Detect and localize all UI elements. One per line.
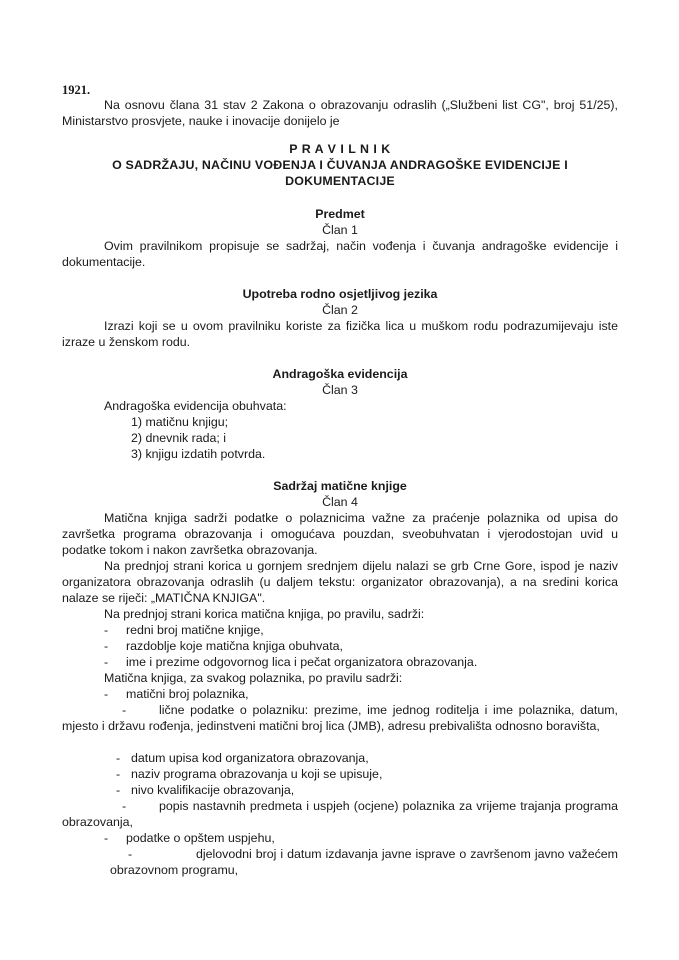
article-3-text: Andragoška evidencija obuhvata: xyxy=(104,399,287,413)
list-item: 1) matičnu knjigu; xyxy=(131,415,229,429)
list-item: djelovodni broj i datum izdavanja javne isprave o završenom javno važećem obrazovnom programu, xyxy=(110,847,618,878)
list-item: redni broj matične knjige, xyxy=(126,623,264,637)
list-item: razdoblje koje matična knjiga obuhvata, xyxy=(126,639,343,653)
article-4-label: Član 4 xyxy=(322,495,358,509)
dash-bullet: - xyxy=(104,639,109,653)
dash-bullet: - xyxy=(116,783,121,797)
dash-bullet: - xyxy=(104,655,109,669)
article-4-paragraph-2: Na prednjoj strani korica u gornjem srednjem dijelu nalazi se grb Crne Gore, ispod je naziv organizatora obrazovanja odraslih (u daljem tekstu: organizator obrazovanja), a na sredini korica nalaze se riječi: „MATIČNA KNJIGA". xyxy=(62,559,618,606)
dash-bullet: - xyxy=(104,831,109,845)
dash-bullet: - xyxy=(122,799,127,813)
list-item: naziv programa obrazovanja u koji se upisuje, xyxy=(131,767,383,781)
article-1-text: Ovim pravilnikom propisuje se sadržaj, način vođenja i čuvanja andragoške evidencije i dokumentacije. xyxy=(62,239,618,270)
section-heading-predmet: Predmet xyxy=(315,207,365,221)
title-line-3: DOKUMENTACIJE xyxy=(285,174,395,188)
list-item: datum upisa kod organizatora obrazovanja, xyxy=(131,751,369,765)
dash-bullet: - xyxy=(104,687,109,701)
list-item: ime i prezime odgovornog lica i pečat organizatora obrazovanja. xyxy=(126,655,478,669)
list-item: lične podatke o polazniku: prezime, ime jednog roditelja i ime polaznika, datum, mjesto i državu rođenja, jedinstveni matični broj lica (JMB), adresu prebivališta odnosno boravišta, xyxy=(62,703,618,734)
title-line-2: O SADRŽAJU, NAČINU VOĐENJA I ČUVANJA ANDRAGOŠKE EVIDENCIJE I xyxy=(112,158,568,172)
article-2-label: Član 2 xyxy=(322,303,358,317)
article-3-label: Član 3 xyxy=(322,383,358,397)
article-4-paragraph-3: Na prednjoj strani korica matična knjiga, po pravilu, sadrži: xyxy=(104,607,425,621)
dash-bullet: - xyxy=(122,703,127,717)
section-heading-andragoska-evidencija: Andragoška evidencija xyxy=(272,367,408,381)
list-item: 2) dnevnik rada; i xyxy=(131,431,227,445)
list-item: nivo kvalifikacije obrazovanja, xyxy=(131,783,295,797)
section-heading-rodni-jezik: Upotreba rodno osjetljivog jezika xyxy=(242,287,438,301)
dash-bullet: - xyxy=(116,767,121,781)
list-item: matični broj polaznika, xyxy=(126,687,249,701)
list-item: podatke o opštem uspjehu, xyxy=(126,831,275,845)
title-line-1: P R A V I L N I K xyxy=(289,142,391,156)
dash-bullet: - xyxy=(128,847,133,861)
list-item: popis nastavnih predmeta i uspjeh (ocjene) polaznika za vrijeme trajanja programa obrazovanja, xyxy=(62,799,618,830)
article-2-text: Izrazi koji se u ovom pravilniku koriste za fizička lica u muškom rodu podrazumijevaju iste izraze u ženskom rodu. xyxy=(62,319,618,350)
document-number: 1921. xyxy=(62,83,91,97)
section-heading-sadrzaj-maticne-knjige: Sadržaj matične knjige xyxy=(273,479,407,493)
list-item: 3) knjigu izdatih potvrda. xyxy=(131,447,266,461)
article-1-label: Član 1 xyxy=(322,223,358,237)
intro-paragraph: Na osnovu člana 31 stav 2 Zakona o obrazovanju odraslih („Službeni list CG", broj 51/25), Ministarstvo prosvjete, nauke i inovacije donijelo je xyxy=(62,98,618,129)
dash-bullet: - xyxy=(104,623,109,637)
article-4-paragraph-1: Matična knjiga sadrži podatke o polaznicima važne za praćenje polaznika od upisa do završetka programa obrazovanja i omogućava pouzdan, sveobuhvatan i vjerodostojan uvid u podatke tokom i nakon završetka obrazovanja. xyxy=(62,511,618,558)
article-4-paragraph-4: Matična knjiga, za svakog polaznika, po pravilu sadrži: xyxy=(104,671,403,685)
dash-bullet: - xyxy=(116,751,121,765)
